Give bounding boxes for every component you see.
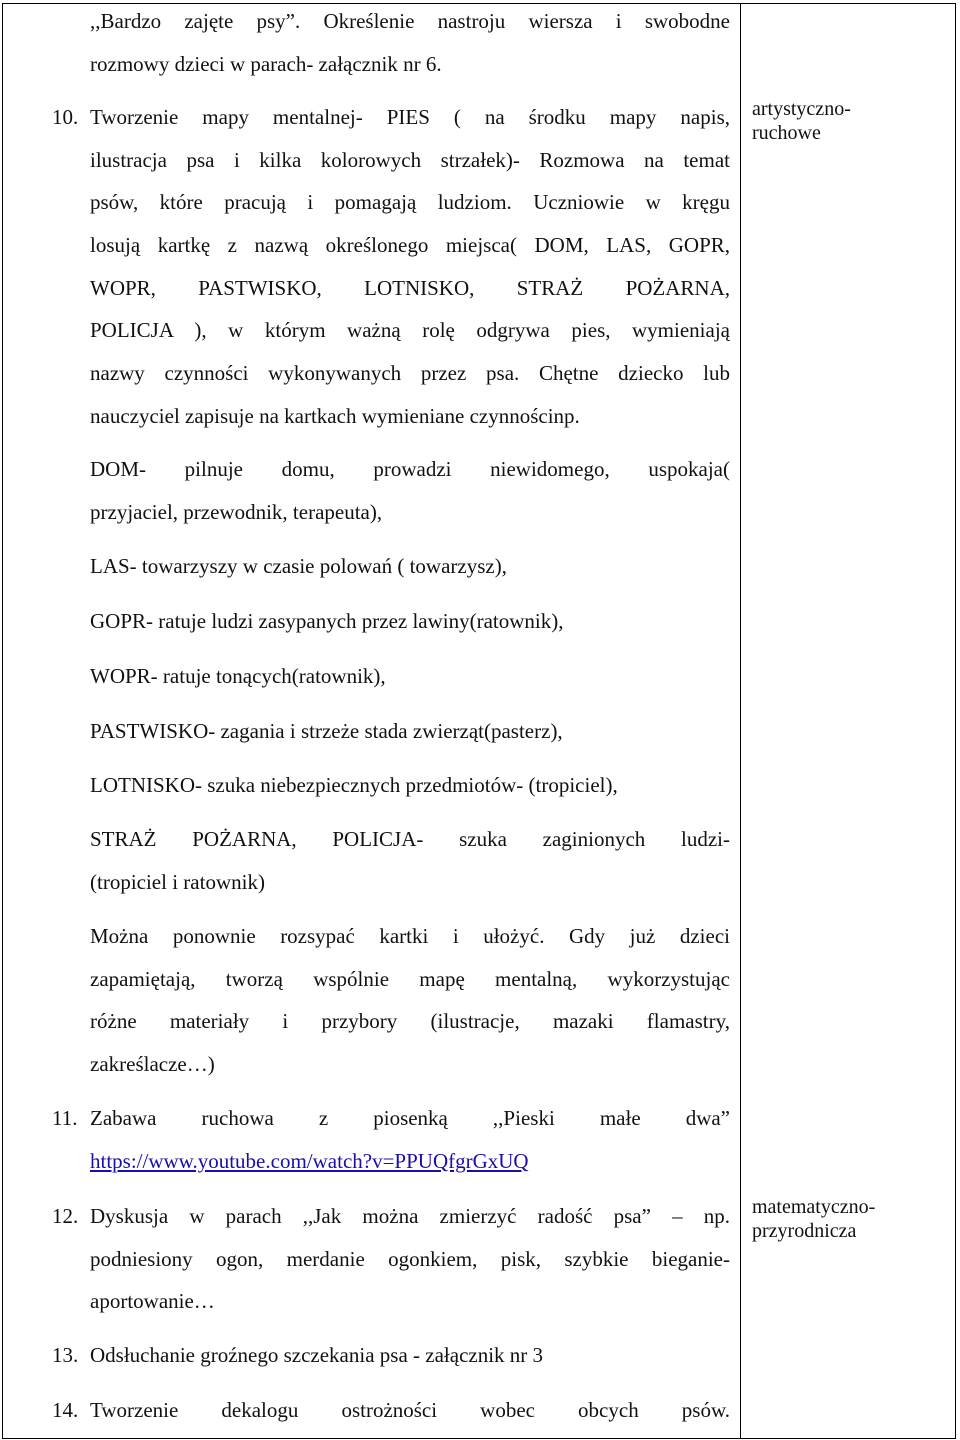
text-line: Zabawa ruchowa z piosenką ,,Pieski małe dwa”: [90, 1106, 730, 1130]
item-number: 10.: [52, 105, 79, 129]
place-straz-policja: [90, 818, 730, 903]
intro-paragraph: [90, 0, 730, 85]
item-number: 13.: [52, 1343, 79, 1367]
text-line: zapamiętają, tworzą wspólnie mapę mentalną, wykorzystując: [90, 966, 730, 991]
text-line: Tworzenie mapy mentalnej- PIES ( na środku mapy napis,: [90, 105, 730, 129]
item-text: [90, 96, 730, 438]
item-text: [90, 1334, 730, 1377]
places-list: [90, 448, 730, 533]
text-line: zakreślacze…): [90, 1052, 215, 1077]
text-line: ,,Bardzo zajęte psy”. Określenie nastroju wiersza i swobodne: [90, 9, 730, 33]
text-line: różne materiały i przybory (ilustracje, mazaki flamastry,: [90, 1009, 730, 1034]
place-line: LOTNISKO- szuka niebezpiecznych przedmiotów- (tropiciel),: [90, 773, 618, 797]
category-line: przyrodnicza: [752, 1220, 857, 1242]
text-line: WOPR, PASTWISKO, LOTNISKO, STRAŻ POŻARNA,: [90, 275, 730, 300]
text-line: ilustracja psa i kilka kolorowych strzałek)- Rozmowa na temat: [90, 147, 730, 172]
text-line: POLICJA ), w którym ważną rolę odgrywa pies, wymieniają: [90, 318, 730, 343]
place-las: [90, 545, 730, 588]
text-line: psów, które pracują i pomagają ludziom. Uczniowie w kręgu: [90, 190, 730, 215]
place-line: DOM- pilnuje domu, prowadzi niewidomego, uspokaja(: [90, 457, 730, 481]
text-line: Tworzenie dekalogu ostrożności wobec obcych psów.: [90, 1398, 730, 1422]
text-line: podniesiony ogon, merdanie ogonkiem, pisk, szybkie bieganie-: [90, 1246, 730, 1271]
text-line: Odsłuchanie groźnego szczekania psa - załącznik nr 3: [90, 1343, 544, 1367]
text-line: Dyskusja w parach ,,Jak można zmierzyć radość psa” – np.: [90, 1204, 730, 1228]
place-line: (tropiciel i ratownik): [90, 869, 265, 894]
place-line: STRAŻ POŻARNA, POLICJA- szuka zaginionych ludzi-: [90, 827, 730, 851]
place-gopr: [90, 600, 730, 643]
item-number: 12.: [52, 1204, 79, 1228]
category-line: ruchowe: [752, 122, 821, 144]
place-pastwisko: [90, 710, 730, 753]
closing-paragraph: [90, 915, 730, 1086]
place-line: LAS- towarzyszy w czasie polowań ( towarzysz),: [90, 554, 507, 578]
item-text: [90, 1195, 730, 1323]
category-matematyczno-przyrodnicza: [752, 1195, 952, 1243]
category-line: artystyczno-: [752, 98, 851, 120]
text-line: losują kartkę z nazwą określonego miejsca( DOM, LAS, GOPR,: [90, 233, 730, 258]
item-text: [90, 1389, 730, 1432]
text-line: nazwy czynności wykonywanych przez psa. Chętne dziecko lub: [90, 361, 730, 386]
place-lotnisko: [90, 764, 730, 807]
category-line: matematyczno-: [752, 1196, 876, 1218]
place-line: PASTWISKO- zagania i strzeże stada zwierząt(pasterz),: [90, 719, 563, 743]
place-line: WOPR- ratuje tonących(ratownik),: [90, 664, 386, 688]
text-line: Można ponownie rozsypać kartki i ułożyć. Gdy już dzieci: [90, 924, 730, 948]
item-text: [90, 1097, 730, 1182]
place-line: przyjaciel, przewodnik, terapeuta),: [90, 499, 383, 524]
place-line: GOPR- ratuje ludzi zasypanych przez lawiny(ratownik),: [90, 609, 564, 633]
text-line: rozmowy dzieci w parach- załącznik nr 6.: [90, 51, 442, 76]
youtube-link[interactable]: https://www.youtube.com/watch?v=PPUQfgrGxUQ: [90, 1148, 529, 1173]
item-number: 11.: [52, 1106, 78, 1130]
text-line: aportowanie…: [90, 1289, 215, 1314]
text-line: nauczyciel zapisuje na kartkach wymieniane czynnościnp.: [90, 403, 580, 428]
place-wopr: [90, 655, 730, 698]
column-divider: [740, 3, 741, 1439]
category-artystyczno-ruchowe: [752, 97, 952, 145]
item-number: 14.: [52, 1398, 79, 1422]
